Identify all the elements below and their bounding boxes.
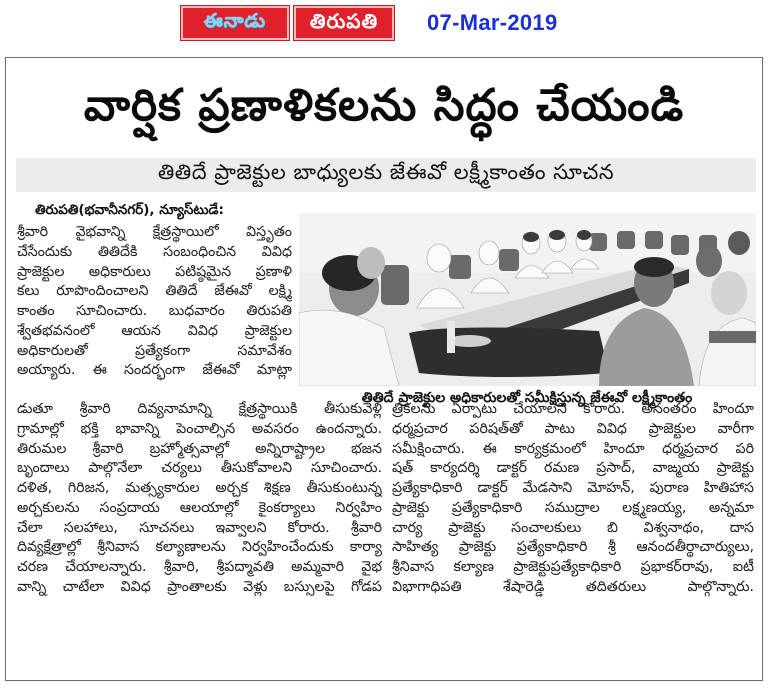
text-line: తిరుమల శ్రీవారి బ్రహ్మోత్సవాల్లో అన్నిరాష్ట్రాల భజన — [17, 440, 382, 457]
edition-logo — [294, 6, 394, 40]
text-line: షత్ కార్యదర్శి డాక్టర్ రమణ ప్రసాద్, వాఙ్మయ ప్రాజెక్టు — [392, 460, 754, 477]
text-line: చార్య ప్రాజెక్టు సంచాలకులు బి విశ్వనాథం, దాస — [392, 519, 754, 536]
article-photo — [299, 213, 756, 386]
text-line: చేలా సలహాలు, సూచనలు ఇవ్వాలని కోరారు. శ్రీవారి — [17, 519, 382, 536]
text-line: దళిత, గిరిజన, మత్స్యకారుల అర్చక శిక్షణ తీసుకుంటున్న — [17, 480, 382, 496]
text-line: ప్రాజెక్టు ప్రత్యేకాధికారి సముద్రాల లక్ష్మణయ్య, అన్నమా — [392, 499, 754, 516]
text-line: అధికారులతో ప్రత్యేకంగా సమావేశం — [17, 342, 292, 359]
text-line: అయ్యారు. ఈ సందర్భంగా జేఈవో మాట్లా — [17, 362, 292, 379]
eenadu-logo — [181, 6, 289, 40]
article-column-middle — [17, 400, 382, 598]
text-line: బృందాలు పాల్గొనేలా చర్యలు తీసుకోవాలని సూచించారు. — [17, 460, 382, 477]
text-line: గ్రామాల్లో భక్తి భావాన్ని పెంచాల్సిన అవసరం ఉందన్నారు. — [17, 420, 382, 437]
text-line: శ్వేతభవనంలో ఆయన వివిధ ప్రాజెక్టుల — [17, 322, 292, 339]
text-line: కలు రూపొందించాలని తితిదే జేఈవో లక్ష్మి — [17, 283, 292, 300]
text-line: విభాగాధిపతి శేషారెడ్డి తదితరులు పాల్గొన్నారు. — [392, 578, 754, 595]
subheadline-text: తితిదే ప్రాజెక్టుల బాధ్యులకు జేఈవో లక్ష్మీకాంతం సూచన — [157, 160, 615, 184]
article-subheadline — [16, 158, 756, 192]
photo-caption: తితిదే ప్రాజెక్టుల అధికారులతో సమీక్షిస్తున్న జేఈవో లక్ష్మీకాంతం — [361, 390, 693, 406]
text-line: ప్రత్యేకాధికారి డాక్టర్ మేడసాని మోహన్, పురాణ హితిహాస — [392, 480, 754, 496]
meeting-photo-illustration — [299, 213, 756, 386]
text-line: వాన్ని చాటేలా వివిధ ప్రాంతాలకు వెళ్లు బస్సులపై గోడప — [17, 578, 382, 595]
masthead — [181, 6, 558, 40]
text-line: సమీక్షించారు. ఈ కార్యక్రమంలో హిందూ ధర్మప్రచార పరి — [392, 440, 754, 457]
article-column-left — [17, 223, 292, 381]
text-line: శ్రీవారి వైభవాన్ని క్షేత్రస్థాయిలో విస్తృతం — [17, 224, 292, 240]
eenadu-logo-text: ఈనాడు — [203, 9, 267, 32]
text-line: శ్రీనివాస కల్యాణ ప్రాజెక్టుప్రత్యేకాధికారి ప్రభాకర్‌రావు, ఐటీ — [392, 559, 754, 575]
text-line: ధర్మప్రచార పరిషత్‌తో పాటు వివిధ ప్రాజెక్టుల వారీగా — [392, 420, 754, 437]
article-headline: వార్షిక ప్రణాళికలను సిద్ధం చేయండి — [83, 80, 685, 131]
text-line: కాంతం సూచించారు. బుధవారం తిరుపతి — [17, 303, 292, 319]
text-line: డుతూ శ్రీవారి దివ్యనామాన్ని క్షేత్రస్థాయికి తీసుకువెళ్లి — [17, 401, 382, 417]
text-line: త్రికలను ఏర్పాటు చేయాలని కోరారు. అనంతరం హిందూ — [392, 401, 754, 417]
article-dateline: తిరుపతి(భవానీనగర్), న్యూస్‌టుడే: — [35, 202, 224, 218]
edition-logo-text: తిరుపతి — [309, 8, 379, 33]
article-column-right — [392, 400, 754, 598]
article-clipping — [5, 57, 763, 681]
text-line: అర్చకులను సంప్రదాయ ఆలయాల్లో కైంకర్యాలు నిర్వహిం — [17, 499, 382, 516]
text-line: దివ్యక్షేత్రాల్లో శ్రీనివాస కల్యాణాలను నిర్వహించేందుకు కార్యా — [17, 539, 382, 556]
text-line: చరణ చేయాలన్నారు. శ్రీవారి, శ్రీపద్మావతి అమ్మవారి వైభ — [17, 559, 382, 575]
publication-date: 07-Mar-2019 — [427, 10, 558, 35]
text-line: చేసేందుకు తితిదేకి సంబంధించిన వివిధ — [17, 243, 292, 260]
text-line: సాహిత్య ప్రాజెక్టు ప్రత్యేకాధికారి శ్రీ ఆనందతీర్థాచార్యులు, — [392, 539, 754, 556]
text-line: ప్రాజెక్టుల అధికారులు పటిష్ఠమైన ప్రణాళి — [17, 263, 292, 280]
